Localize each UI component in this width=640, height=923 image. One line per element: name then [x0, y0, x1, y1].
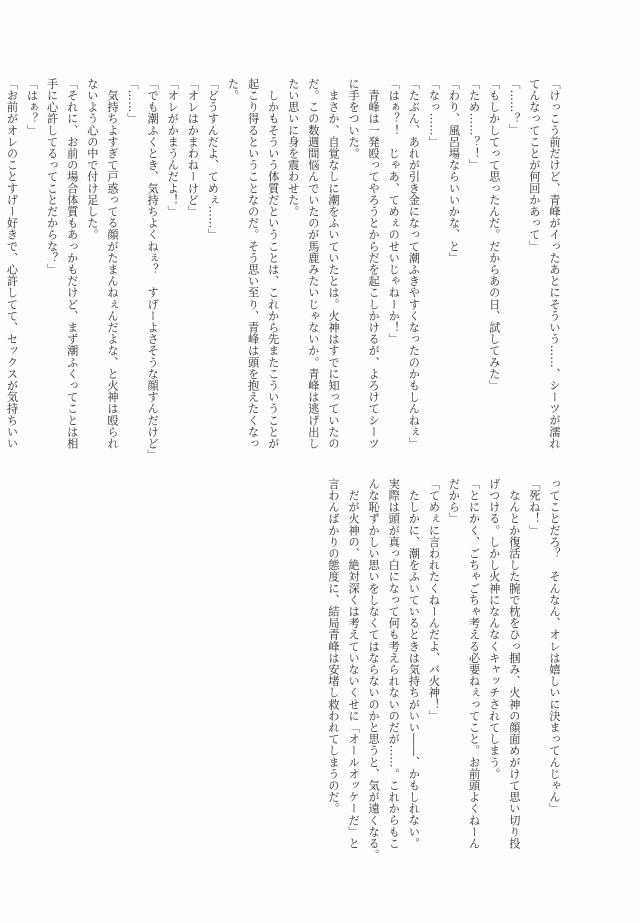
- text-line: 「……」: [126, 78, 140, 125]
- text-line: 青峰は一発殴ってやろうとからだを起こしかけるが、よろけてシーツ: [367, 78, 381, 450]
- text-line: 「てめぇに言われたくねーんだよ、バ火神！」: [427, 478, 441, 722]
- text-line: んな恥ずかしい思いをしなくてはならないのかと思うと、気が遠くなる。: [367, 478, 381, 861]
- text-block-lower: [44, 478, 564, 861]
- text-line: 「でも潮ふくとき、気持ちよくねぇ？ すげーよさそうな顔すんだけど」: [146, 78, 160, 461]
- text-line: 「たぶん、あれが引き金になって潮ふきやすくなったのかもしんねぇ」: [407, 78, 421, 450]
- text-line: げつける。しかし火神になんなくキャッチされてしまう。: [487, 478, 501, 780]
- text-line: 起こり得るということなのだ。そう思い至り、青峰は頭を抱えたくなっ: [246, 78, 260, 450]
- text-line: 「……？」: [507, 78, 521, 136]
- text-line: たい思いに身を震わせた。: [286, 78, 300, 218]
- text-line: ってことだろ？ そんなん、オレは嬉しいに決まってんじゃん」: [548, 478, 561, 815]
- text-line: 「はぁ？」: [25, 78, 39, 136]
- text-line: 手に心許してるってことだからな？」: [45, 78, 59, 276]
- text-line: 「オレはかまわねーけど」: [186, 78, 200, 218]
- text-line: だ。この数週間悩んでいたのが馬鹿みたいじゃないか。青峰は逃げ出し: [306, 78, 320, 450]
- text-line: 言わんばかりの態度に、結局青峰は安堵し救われてしまうのだ。: [326, 478, 340, 815]
- text-line: た。: [226, 78, 240, 102]
- text-line: 「わり、風呂場ならいいかな、と」: [447, 78, 461, 264]
- text-block-upper: [5, 78, 564, 461]
- text-line: ないよう心の中で付け足した。: [85, 78, 99, 241]
- text-line: 「死ね！」: [527, 478, 541, 536]
- text-line: 「オレがかまうんだよ！」: [166, 78, 180, 218]
- text-line: 気持ちよすぎて戸惑ってる顔がたまんねぇんだよな、と火神は殴られ: [105, 78, 119, 450]
- text-line: 「けっこう前だけど、青峰がイったあとにそういう……、シーツが濡れ: [548, 78, 561, 450]
- text-line: 「それに、お前の場合体質もあっかもだけど、まず潮ふくってことは相: [65, 78, 79, 450]
- text-line: しかもそういう体質だということは、これから先またこういうことが: [266, 78, 280, 450]
- text-line: 「もしかしてって思ったんだ。だからあの日、試してみた」: [487, 78, 501, 392]
- text-line: なんとか復活した腕で枕をひっ掴み、火神の顔面めがけて思い切り投: [507, 478, 521, 850]
- text-line: に手をついた。: [347, 78, 361, 160]
- text-line: 「とにかく、ごちゃごちゃ考える必要ねぇってこと。お前頭よくねーん: [467, 478, 481, 850]
- text-line: てんなってことが何回かあって」: [527, 78, 541, 252]
- text-line: 「なっ……」: [427, 78, 441, 148]
- text-line: まさか、自覚なしに潮をふいていたとは。火神はすでに知っていたの: [326, 78, 340, 450]
- text-line: だから」: [447, 478, 461, 525]
- text-line: だが火神の、絶対深くは考えていないくせに「オールオッケーだ」と: [347, 478, 361, 850]
- text-line: たしかに、潮をふいているときは気持ちがいい――、かもしれない。: [407, 478, 421, 850]
- text-line: 「どうすんだよ、てめぇ……」: [206, 78, 220, 241]
- text-line: 「はぁ？！ じゃあ、てめぇのせいじゃねーか！」: [387, 78, 401, 345]
- text-line: 「お前がオレのことすげー好きで、心許してて、セックスが気持ちいい: [5, 78, 19, 450]
- text-line: 実際は頭が真っ白になって何も考えられないのだが……。これからもこ: [387, 478, 401, 850]
- text-line: 「ため……？！」: [467, 78, 481, 171]
